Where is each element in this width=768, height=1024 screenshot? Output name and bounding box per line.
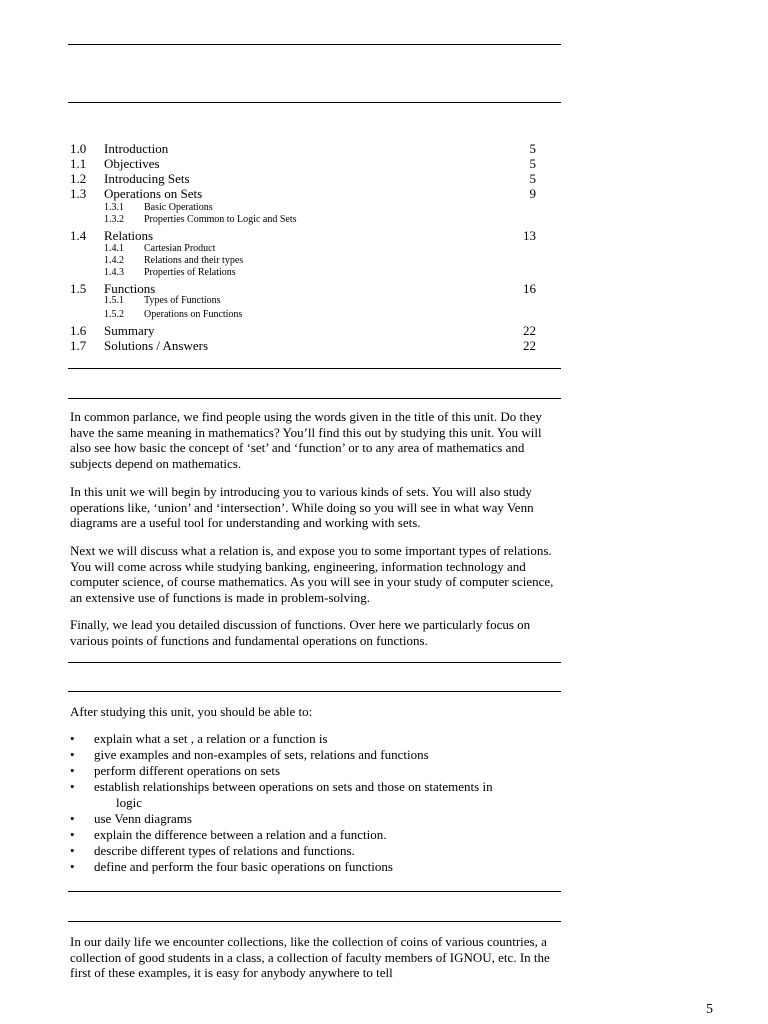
objectives-list	[70, 731, 560, 875]
toc-number: 1.3	[70, 186, 87, 201]
toc-entry-1-1	[70, 156, 536, 171]
toc-number: 1.1	[70, 156, 87, 171]
bullet-icon: •	[70, 811, 75, 826]
objective-item	[70, 731, 560, 747]
objective-text-continuation: logic	[116, 795, 142, 810]
toc-page: 16	[523, 281, 536, 296]
toc-entry-1-4	[70, 228, 536, 243]
bullet-icon: •	[70, 747, 75, 762]
toc-page: 5	[529, 171, 536, 186]
toc-entry-1-7	[70, 338, 536, 353]
toc-sub-number: 1.5.2	[104, 309, 124, 320]
rule-sets-start	[68, 921, 561, 922]
toc-entry-1-0	[70, 141, 536, 156]
toc-title: Introducing Sets	[104, 171, 190, 186]
toc-number: 1.4	[70, 228, 87, 243]
toc-page: 5	[529, 141, 536, 156]
toc-sub-number: 1.4.2	[104, 255, 124, 266]
objective-text: define and perform the four basic operations on functions	[94, 859, 393, 874]
objective-text: describe different types of relations and functions.	[94, 843, 355, 858]
toc-page: 9	[529, 186, 536, 201]
bullet-icon: •	[70, 827, 75, 842]
toc-number: 1.2	[70, 171, 87, 186]
rule-toc-end	[68, 368, 561, 369]
objective-item	[70, 747, 560, 763]
objective-item	[70, 843, 560, 859]
toc-entry-1-3	[70, 186, 536, 201]
objective-item	[70, 827, 560, 843]
toc-entry-1-2	[70, 171, 536, 186]
intro-paragraph-1: In common parlance, we find people using the words given in the title of this unit. Do they have the same meaning in mathematics? You’ll find this out by studying this unit. You will also see how basic the concept of ‘set’ and ‘function’ or to any area of mathematics and subjects depend on mathematics.	[70, 409, 542, 471]
toc-sub-number: 1.4.3	[104, 267, 124, 278]
toc-title: Functions	[104, 281, 156, 296]
rule-top-2	[68, 102, 561, 103]
rule-objectives-start	[68, 691, 561, 692]
objective-text: perform different operations on sets	[94, 763, 281, 778]
toc-title: Solutions / Answers	[104, 338, 209, 353]
toc-page: 22	[523, 323, 536, 338]
toc-title: Operations on Sets	[104, 186, 203, 201]
toc-sub-number: 1.5.1	[104, 295, 124, 306]
toc-sub-title: Relations and their types	[144, 255, 244, 266]
intro-paragraph-2: In this unit we will begin by introducing you to various kinds of sets. You will also study operations like, ‘union’ and ‘intersection’. While doing so you will see in what way Venn diagrams are a useful tool for understanding and working with sets.	[70, 484, 534, 530]
rule-intro-start	[68, 398, 561, 399]
sets-paragraph-1: In our daily life we encounter collections, like the collection of coins of various countries, a collection of good students in a class, a collection of faculty members of IGNOU, etc. In the first of these examples, it is easy for anybody anywhere to tell	[70, 934, 550, 980]
rule-intro-end	[68, 662, 561, 663]
objective-text: explain the difference between a relation and a function.	[94, 827, 387, 842]
toc-number: 1.5	[70, 281, 87, 296]
toc-title: Relations	[104, 228, 154, 243]
rule-objectives-end	[68, 891, 561, 892]
toc-sub-title: Basic Operations	[144, 202, 213, 213]
toc-sub-title: Types of Functions	[144, 295, 221, 306]
objective-item	[70, 779, 560, 811]
bullet-icon: •	[70, 731, 75, 746]
page-number: 5	[706, 1002, 713, 1017]
objective-text: explain what a set , a relation or a function is	[94, 731, 328, 746]
rule-top-1	[68, 44, 561, 45]
objectives-intro: After studying this unit, you should be able to:	[70, 704, 313, 719]
toc-number: 1.6	[70, 323, 87, 338]
toc-entry-1-5	[70, 281, 536, 296]
toc-sub-number: 1.3.2	[104, 214, 124, 225]
toc-page: 13	[523, 228, 536, 243]
toc-sub-number: 1.3.1	[104, 202, 124, 213]
toc-sub-title: Properties of Relations	[144, 267, 236, 278]
toc-sub-title: Operations on Functions	[144, 309, 243, 320]
toc-title: Summary	[104, 323, 155, 338]
toc-number: 1.0	[70, 141, 87, 156]
intro-paragraph-4: Finally, we lead you detailed discussion of functions. Over here we particularly focus on various points of functions and fundamental operations on functions.	[70, 617, 531, 648]
bullet-icon: •	[70, 763, 75, 778]
toc-page: 5	[529, 156, 536, 171]
toc-sub-title: Cartesian Product	[144, 243, 216, 254]
toc-title: Objectives	[104, 156, 160, 171]
objective-item	[70, 811, 560, 827]
toc-page: 22	[523, 338, 536, 353]
toc-sub-number: 1.4.1	[104, 243, 124, 254]
bullet-icon: •	[70, 859, 75, 874]
objective-text: establish relationships between operations on sets and those on statements in	[94, 779, 493, 794]
objective-item	[70, 763, 560, 779]
objective-item	[70, 859, 560, 875]
toc-title: Introduction	[104, 141, 169, 156]
toc-sub-title: Properties Common to Logic and Sets	[144, 214, 297, 225]
bullet-icon: •	[70, 843, 75, 858]
objective-text: give examples and non-examples of sets, relations and functions	[94, 747, 429, 762]
intro-paragraph-3: Next we will discuss what a relation is, and expose you to some important types of relations. You will come across while studying banking, engineering, information technology and computer science, of course mathematics. As you will see in your study of computer science, an extensive use of functions is made in problem-solving.	[70, 543, 554, 605]
toc-entry-1-6	[70, 323, 536, 338]
objective-text: use Venn diagrams	[94, 811, 192, 826]
toc-number: 1.7	[70, 338, 87, 353]
bullet-icon: •	[70, 779, 75, 794]
